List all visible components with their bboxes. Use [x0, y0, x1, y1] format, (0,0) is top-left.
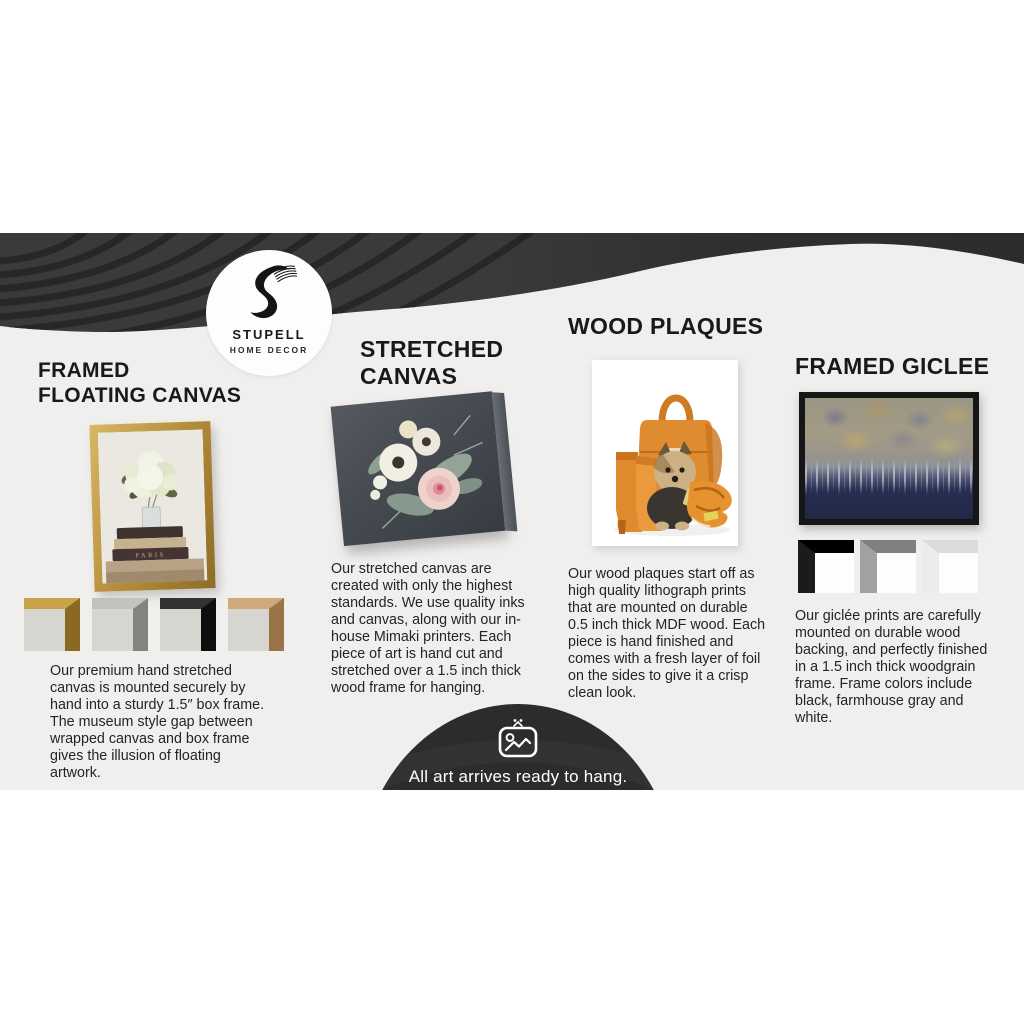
- section-title-wood-plaques: [568, 313, 763, 340]
- frame-swatch-gold: [24, 598, 80, 651]
- title-line: FRAMED GICLEE: [795, 353, 990, 379]
- section-description-framed-floating-canvas: Our premium hand stretched canvas is mounted securely by hand into a sturdy 1.5″ box frame. The museum style gap between wrapped canvas and box frame gives the illusion of floating artwork.: [50, 663, 265, 781]
- brand-tagline: HOME DECOR: [229, 345, 309, 355]
- ready-to-hang-banner: [360, 704, 676, 790]
- content-stage: [0, 233, 1024, 790]
- frame-swatch-silver: [92, 598, 148, 651]
- frame-swatch-bronze: [228, 598, 284, 651]
- top-wave-band: [0, 233, 1024, 343]
- title-line: STRETCHED: [360, 336, 504, 362]
- title-line: FLOATING CANVAS: [38, 383, 242, 407]
- title-line: WOOD PLAQUES: [568, 313, 764, 339]
- stupell-s-icon: [238, 260, 300, 326]
- frame-swatch-farmhouse-gray: [860, 540, 916, 593]
- ready-to-hang-message: All art arrives ready to hang.: [408, 767, 628, 786]
- floating-canvas-product-image: [89, 421, 215, 592]
- glass-vase: [142, 507, 161, 530]
- frame-swatch-black: [798, 540, 854, 593]
- section-description-stretched-canvas: Our stretched canvas are created with only the highest standards. We use quality inks and canvas, along with our in-house Mimaki printers. Each piece of art is hand cut and stretched over a 1.5 inch thick wood frame for hanging.: [331, 561, 525, 696]
- brand-logo: [206, 250, 332, 376]
- section-title-framed-giclee: [795, 353, 989, 380]
- title-line: CANVAS: [360, 362, 458, 389]
- floating-frame-color-swatches: [24, 598, 284, 651]
- wood-plaque-product-image: [592, 360, 738, 546]
- section-description-wood-plaques: Our wood plaques start off as high quality lithograph prints that are mounted on durable 0.5 inch thick MDF wood. Each piece is hand finished and comes with a fresh layer of foil on the sides to give it a crisp clean look.: [568, 566, 766, 701]
- section-title-stretched-canvas: [360, 336, 503, 390]
- book-spine-label: PARIS: [135, 551, 166, 560]
- brand-name: STUPELL: [232, 327, 306, 342]
- framed-giclee-product-image: [799, 392, 979, 525]
- frame-swatch-black: [160, 598, 216, 651]
- title-line: FRAMED: [38, 359, 130, 382]
- stretched-canvas-product-image: [331, 390, 520, 548]
- section-title-framed-floating-canvas: [38, 359, 241, 408]
- section-description-framed-giclee: Our giclée prints are carefully mounted on durable wood backing, and perfectly finished in a 1.5 inch thick woodgrain frame. Frame colors include black, farmhouse gray and white.: [795, 608, 988, 726]
- wood-plaque-art: [592, 360, 738, 546]
- framed-picture-icon: [495, 718, 541, 760]
- giclee-brush-streaks: [805, 459, 973, 495]
- stretched-canvas-art: [331, 391, 506, 546]
- giclee-frame-color-swatches: [798, 540, 978, 593]
- frame-swatch-white: [922, 540, 978, 593]
- giclee-abstract-art: [805, 398, 973, 519]
- floating-canvas-art: [98, 429, 208, 583]
